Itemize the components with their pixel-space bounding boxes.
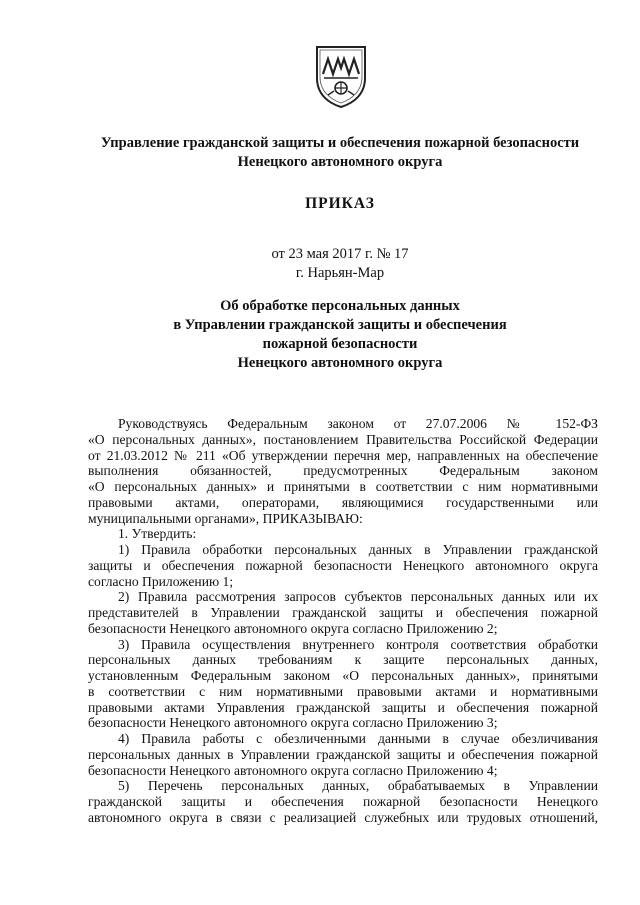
org-line: Ненецкого автономного округа (237, 154, 443, 170)
text-line: в соответствии с ним нормативными правовыми актами и нормативными (88, 683, 598, 699)
subject-line: Ненецкого автономного округа (237, 355, 443, 371)
text-line: защиты и обеспечения пожарной безопасности Ненецкого автономного округа (88, 557, 598, 573)
order-subitem-1 (88, 542, 598, 589)
text-line: персональных данных требованиям к защите персональных данных, (88, 652, 598, 668)
text-line: «О персональных данных», постановлением Правительства Российской Федерации (88, 431, 598, 447)
org-line: Управление гражданской защиты и обеспечения пожарной безопасности (100, 135, 580, 151)
text-line: Руководствуясь Федеральным законом от 27.07.2006 № 152-ФЗ (118, 416, 598, 431)
text-line: правовыми актами Управления гражданской защиты и обеспечения пожарной (88, 699, 598, 715)
text-line: выполнения обязанностей, предусмотренных Федеральным законом (88, 463, 598, 479)
date-and-place (60, 245, 620, 283)
nenets-coat-of-arms-icon (314, 44, 368, 110)
text-line: согласно Приложению 1; (88, 573, 234, 589)
order-subitem-3 (88, 637, 598, 732)
text-line: автономного округа в связи с реализацией служебных или трудовых отношений, (88, 809, 598, 825)
order-subitem-5 (88, 778, 598, 825)
text-line: установленным Федеральным законом «О персональных данных», принятыми (88, 668, 598, 683)
text-line: безопасности Ненецкого автономного округа согласно Приложению 3; (88, 715, 498, 731)
text-line: правовыми актами, операторами, являющимися государственными или (88, 494, 598, 510)
issuing-organization (60, 134, 620, 172)
subject-line: пожарной безопасности (262, 336, 418, 352)
text-line: представителей в Управлении гражданской защиты и обеспечения пожарной (88, 605, 598, 620)
text-line: персональных данных в Управлении гражданской защиты и обеспечения пожарной (88, 746, 598, 762)
text-line: 2) Правила рассмотрения запросов субъектов персональных данных или их (118, 589, 598, 605)
subject-line: в Управлении гражданской защиты и обеспечения (173, 317, 507, 333)
document-type: ПРИКАЗ (305, 195, 375, 212)
order-item-1 (88, 526, 598, 542)
text-line: 5) Перечень персональных данных, обрабатываемых в Управлении (118, 778, 598, 794)
text-line: безопасности Ненецкого автономного округа согласно Приложению 4; (88, 762, 498, 778)
text-line: от 21.03.2012 № 211 «Об утверждении перечня мер, направленных на обеспечение (88, 447, 598, 463)
order-subitem-2 (88, 589, 598, 636)
text-line: муниципальными органами», ПРИКАЗЫВАЮ: (88, 510, 363, 526)
document-subject (60, 297, 620, 373)
text-line: 1) Правила обработки персональных данных в Управлении гражданской (118, 542, 598, 557)
text-line: 4) Правила работы с обезличенными данными в случае обезличивания (118, 731, 598, 746)
text-line: «О персональных данных» и принятыми в соответствии с ним нормативными (88, 479, 598, 494)
document-date-number: от 23 мая 2017 г. № 17 (271, 246, 409, 262)
text-line: 3) Правила осуществления внутреннего контроля соответствия обработки (118, 636, 598, 652)
document-body (88, 416, 598, 826)
subject-line: Об обработке персональных данных (220, 298, 460, 314)
document-city: г. Нарьян-Мар (295, 265, 385, 281)
text-line: 1. Утвердить: (118, 526, 197, 542)
text-line: безопасности Ненецкого автономного округа согласно Приложению 2; (88, 620, 498, 636)
order-subitem-4 (88, 731, 598, 778)
text-line: гражданской защиты и обеспечения пожарной безопасности Ненецкого (88, 794, 598, 809)
preamble-paragraph (88, 416, 598, 526)
